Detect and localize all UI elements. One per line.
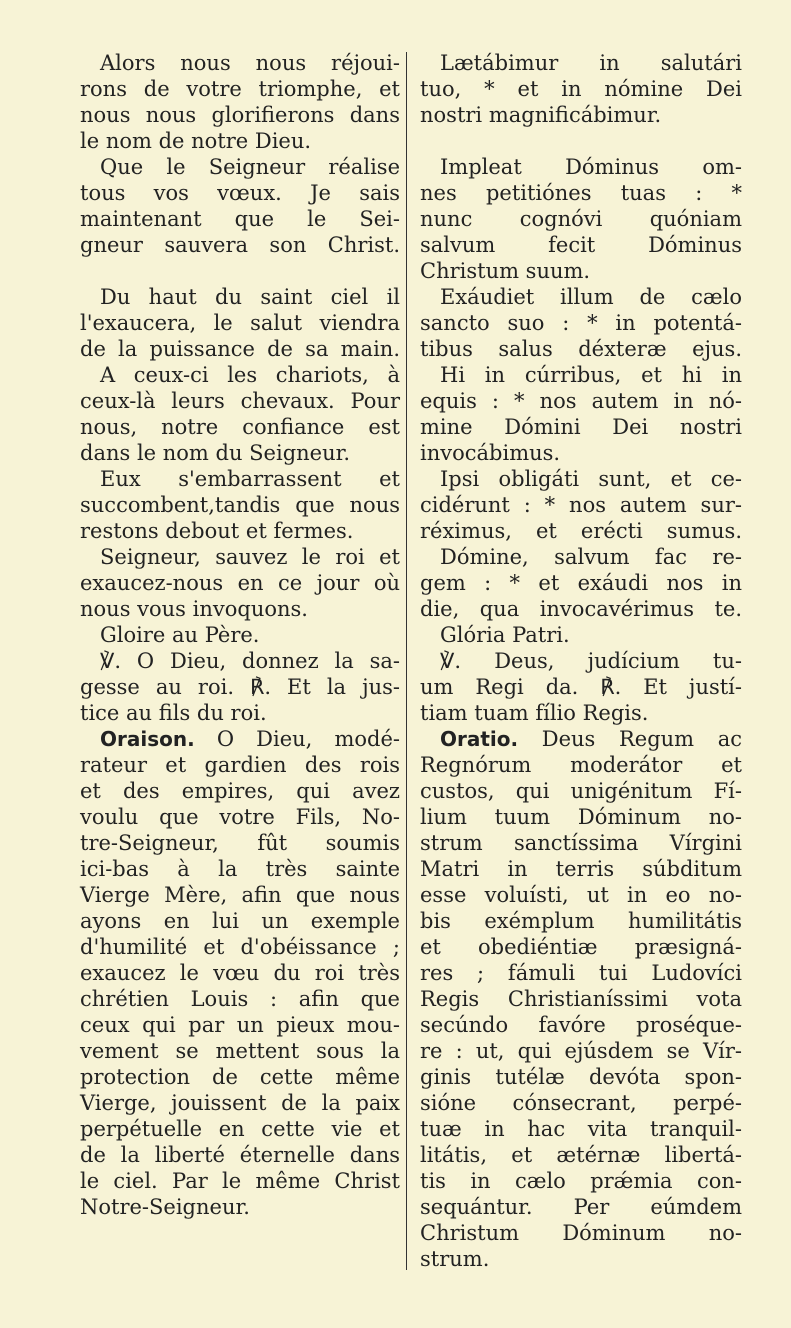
oraison-label: Oraison.: [100, 727, 195, 751]
french-column: [80, 50, 400, 1220]
text-line: strum sanctíssima Vírgini: [420, 831, 742, 855]
text-line: Exáudiet illum de cælo: [440, 285, 742, 309]
text-line: gneur sauvera son Christ.: [80, 233, 400, 257]
latin-column: [420, 50, 742, 1272]
text-line: die, qua invocavérimus te.: [420, 597, 742, 621]
text-line: le nom de notre Dieu.: [80, 129, 312, 153]
text-line: Ipsi obligáti sunt, et ce-: [440, 467, 742, 491]
text-line: restons debout et fermes.: [80, 519, 354, 543]
text-line: custos, qui unigénitum Fí-: [420, 779, 742, 803]
text-line: chrétien Louis : afin que: [80, 987, 400, 1011]
text-line: lium tuum Dóminum no-: [420, 805, 742, 829]
text-line: tiam tuam fílio Regis.: [420, 701, 649, 725]
text-line: réximus, et erécti sumus.: [420, 519, 742, 543]
text-line: de la puissance de sa main.: [80, 337, 400, 361]
text-line: secúndo favóre proséque-: [420, 1013, 742, 1037]
text-line: le ciel. Par le même Christ: [80, 1169, 400, 1193]
text-line: ceux qui par un pieux mou-: [80, 1013, 400, 1037]
prayer-heading-line: [80, 726, 400, 752]
prayer-heading-line: [420, 726, 742, 752]
text-line: nous nous glorifierons dans: [80, 103, 400, 127]
text-line: equis : * nos autem in nó-: [420, 389, 742, 413]
text-line: Vierge Mère, afin que nous: [80, 883, 400, 907]
text-line: salvum fecit Dóminus: [420, 233, 742, 257]
text-line: ici-bas à la très sainte: [80, 857, 400, 881]
text-line: re : ut, qui ejúsdem se Vír-: [420, 1039, 742, 1063]
text-line: Lætábimur in salutári: [440, 51, 742, 75]
text-line: tibus salus déxteræ ejus.: [420, 337, 742, 361]
text-line: litátis, et ætérnæ libertá-: [420, 1143, 742, 1167]
text-line: sióne cónsecrant, perpé-: [420, 1091, 742, 1115]
text-line: Gloire au Père.: [100, 623, 260, 647]
text-line: voulu que votre Fils, No-: [80, 805, 400, 829]
text-line: l'exaucera, le salut viendra: [80, 311, 400, 335]
text-line: ayons en lui un exemple: [80, 909, 400, 933]
response-line: um Regi da. ℟. Et justí-: [420, 675, 742, 699]
text-line: esse voluísti, ut in eo no-: [420, 883, 742, 907]
text-line: Christum suum.: [420, 259, 591, 283]
text-line: tuo, * et in nómine Dei: [420, 77, 742, 101]
text-line: sequántur. Per eúmdem: [420, 1195, 742, 1219]
text-line: Hi in cúrribus, et hi in: [440, 363, 742, 387]
text-line: maintenant que le Sei-: [80, 207, 400, 231]
text-line: cidérunt : * nos autem sur-: [420, 493, 742, 517]
oratio-label: Oratio.: [440, 727, 519, 751]
text-line: sancto suo : * in potentá-: [420, 311, 742, 335]
text-line: strum.: [420, 1247, 490, 1271]
text-line: exaucez-nous en ce jour où: [80, 571, 400, 595]
text-line: tuæ in hac vita tranquil-: [420, 1117, 742, 1141]
text-line: nostri magnificábimur.: [420, 103, 662, 127]
versicle-line: ℣. O Dieu, donnez la sa-: [100, 649, 400, 673]
text-line: tis in cælo prǽmia con-: [420, 1169, 742, 1193]
text-line: Alors nous nous réjoui-: [100, 51, 400, 75]
text-line: Christum Dóminum no-: [420, 1221, 742, 1245]
text-line: Du haut du saint ciel il: [100, 285, 400, 309]
text-line: exaucez le vœu du roi très: [80, 961, 400, 985]
text-line: Glória Patri.: [440, 623, 570, 647]
text-line: nes petitiónes tuas : *: [420, 181, 742, 205]
text-line: bis exémplum humilitátis: [420, 909, 742, 933]
text-line: perpétuelle en cette vie et: [80, 1117, 400, 1141]
text-line: dans le nom du Seigneur.: [80, 441, 351, 465]
text-line: Regnórum moderátor et: [420, 753, 742, 777]
text-line: Seigneur, sauvez le roi et: [100, 545, 400, 569]
text-line: nunc cognóvi quóniam: [420, 207, 742, 231]
text-line: O Dieu, modé-: [216, 727, 400, 751]
text-line: et des empires, qui avez: [80, 779, 400, 803]
text-line: ceux-là leurs chevaux. Pour: [80, 389, 400, 413]
versicle-line: ℣. Deus, judícium tu-: [440, 649, 742, 673]
response-line: gesse au roi. ℟. Et la jus-: [80, 675, 400, 699]
text-line: nous, notre confiance est: [80, 415, 400, 439]
text-line: rons de votre triomphe, et: [80, 77, 400, 101]
text-line: tice au fils du roi.: [80, 701, 267, 725]
text-line: gem : * et exáudi nos in: [420, 571, 742, 595]
text-line: et obediéntiæ præsigná-: [420, 935, 742, 959]
text-line: succombent,tandis que nous: [80, 493, 400, 517]
text-line: vement se mettent sous la: [80, 1039, 400, 1063]
text-line: mine Dómini Dei nostri: [420, 415, 742, 439]
text-line: de la liberté éternelle dans: [80, 1143, 400, 1167]
text-line: ginis tutélæ devóta spon-: [420, 1065, 742, 1089]
text-line: Vierge, jouissent de la paix: [80, 1091, 400, 1115]
text-line: tous vos vœux. Je sais: [80, 181, 400, 205]
text-line: Regis Christianíssimi vota: [420, 987, 742, 1011]
text-line: Impleat Dóminus om-: [440, 155, 742, 179]
column-divider: [406, 52, 407, 1270]
text-line: d'humilité et d'obéissance ;: [80, 935, 400, 959]
text-line: rateur et gardien des rois: [80, 753, 400, 777]
text-line: protection de cette même: [80, 1065, 400, 1089]
text-line: res ; fámuli tui Ludovíci: [420, 961, 742, 985]
text-line: A ceux-ci les chariots, à: [100, 363, 400, 387]
text-line: nous vous invoquons.: [80, 597, 308, 621]
text-line: Deus Regum ac: [541, 727, 742, 751]
text-line: Notre-Seigneur.: [80, 1195, 250, 1219]
text-line: Que le Seigneur réalise: [100, 155, 400, 179]
text-line: tre-Seigneur, fût soumis: [80, 831, 400, 855]
text-line: Matri in terris súbditum: [420, 857, 742, 881]
text-line: invocábimus.: [420, 441, 561, 465]
text-line: Dómine, salvum fac re-: [440, 545, 742, 569]
text-line: Eux s'embarrassent et: [100, 467, 400, 491]
